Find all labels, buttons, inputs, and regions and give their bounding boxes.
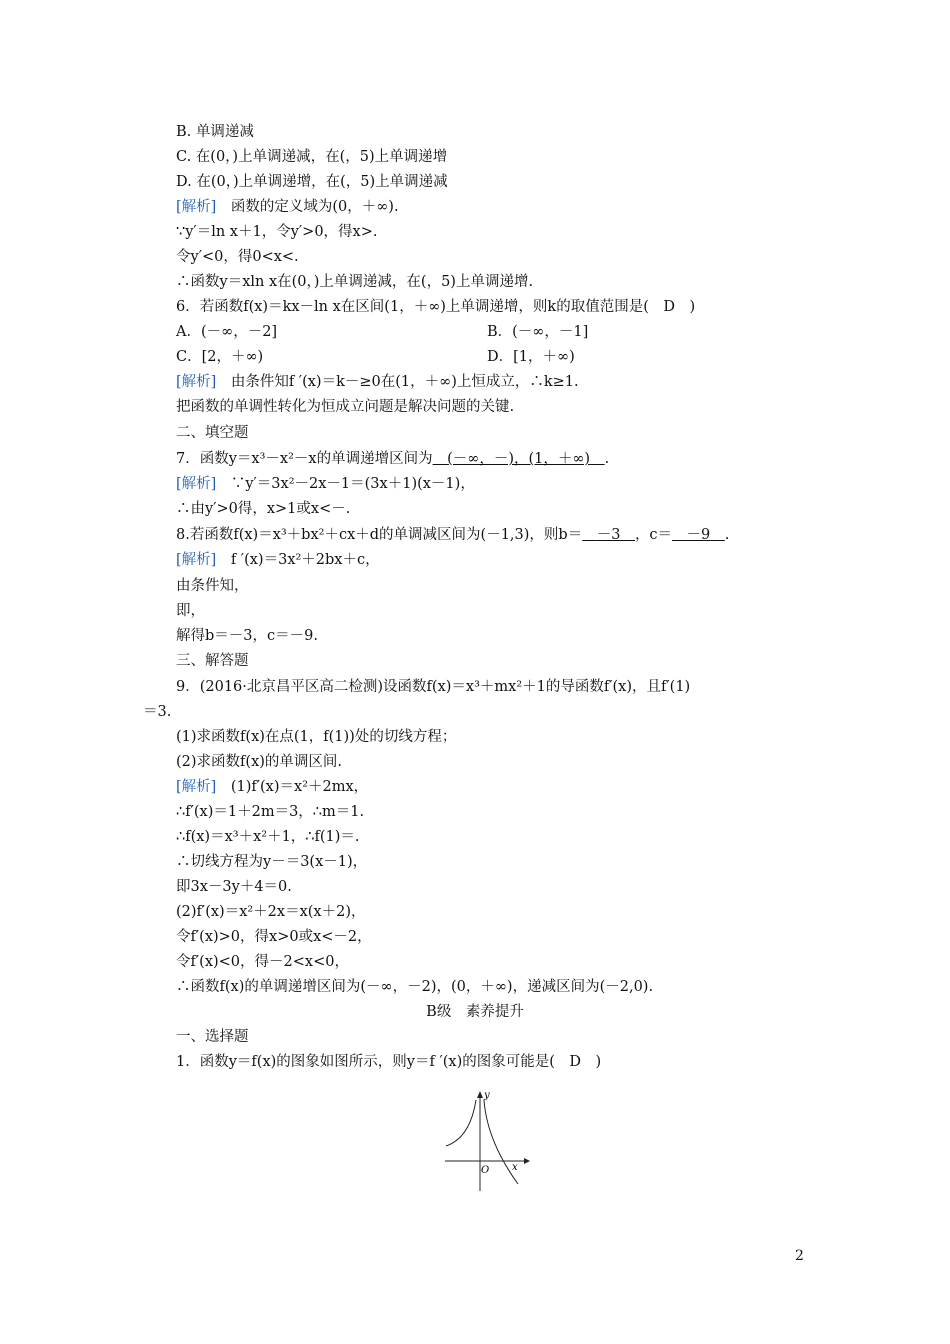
solution-5-line4: ∴函数y＝xln x在(0，)上单调递减，在(，5)上单调递增. <box>176 274 534 290</box>
q6-option-b: B．(－∞，－1] <box>487 324 589 340</box>
solution-6-note: 把函数的单调性转化为恒成立问题是解决问题的关键. <box>176 399 515 415</box>
line-d: D. 在(0，)上单调递增，在(，5)上单调递减 <box>176 174 448 190</box>
section-choice: 一、选择题 <box>176 1029 249 1045</box>
solution-9-line2: ∴f′(x)＝1＋2m＝3，∴m＝1. <box>176 804 365 820</box>
solution-9-line6: (2)f′(x)＝x²＋2x＝x(x＋2)， <box>176 904 366 920</box>
q7-answer: (－∞，－)，(1，＋∞) <box>447 451 591 467</box>
solution-tag: [解析] <box>176 374 217 390</box>
solution-5-line3: 令y′<0，得0<x<. <box>176 249 299 265</box>
question-9-cont: ＝3. <box>143 704 172 720</box>
solution-tag: [解析] <box>176 199 217 215</box>
solution-9-line4: ∴切线方程为y－＝3(x－1)， <box>176 854 368 870</box>
page-number: 2 <box>795 1248 804 1264</box>
question-9-part2: (2)求函数f(x)的单调区间. <box>176 754 343 770</box>
question-7: 7．函数y＝x³－x²－x的单调递增区间为 (－∞，－)，(1，＋∞) . <box>176 451 610 467</box>
section-answer: 三、解答题 <box>176 653 249 669</box>
y-label: y <box>484 1090 490 1101</box>
question-6: 6．若函数f(x)＝kx－ln x在区间(1，＋∞)上单调递增，则k的取值范围是( D ) <box>176 299 696 315</box>
q6-option-d: D．[1，＋∞) <box>487 349 575 365</box>
solution-7-line2: ∴由y′>0得，x>1或x<－. <box>176 501 351 517</box>
solution-8-line2: 由条件知， <box>176 578 249 594</box>
question-8: 8.若函数f(x)＝x³＋bx²＋cx＋d的单调减区间为(－1,3)，则b＝ －3 ，c＝ －9 . <box>176 527 730 543</box>
question-b1: 1．函数y＝f(x)的图象如图所示，则y＝f ′(x)的图象可能是( D ) <box>176 1054 602 1070</box>
solution-9-line7: 令f′(x)>0，得x>0或x<－2， <box>176 929 372 945</box>
solution-5-line1: [解析] 函数的定义域为(0，＋∞). <box>176 199 399 215</box>
question-9-part1: (1)求函数f(x)在点(1，f(1))处的切线方程； <box>176 729 457 745</box>
solution-tag: [解析] <box>176 476 217 492</box>
q8-answer-b: －3 <box>596 527 621 543</box>
solution-tag: [解析] <box>176 552 217 568</box>
solution-9-line8: 令f′(x)<0，得－2<x<0， <box>176 954 349 970</box>
curve-left <box>446 1100 476 1146</box>
y-axis-arrow <box>477 1091 483 1098</box>
solution-9-line1: [解析] (1)f′(x)＝x²＋2mx， <box>176 779 369 795</box>
x-axis-arrow <box>524 1158 530 1164</box>
q6-option-c: C．[2，＋∞) <box>176 349 264 365</box>
solution-5-line2: ∵y′＝ln x＋1，令y′>0，得x>. <box>176 224 378 240</box>
line-b: B. 单调递减 <box>176 124 254 140</box>
solution-6-line1: [解析] 由条件知f ′(x)＝k－≥0在(1，＋∞)上恒成立，∴k≥1. <box>176 374 579 390</box>
origin-label: O <box>481 1165 490 1176</box>
section-b-title: B级 素养提升 <box>426 1004 524 1020</box>
solution-7-line1: [解析] ∵y′＝3x²－2x－1＝(3x＋1)(x－1)， <box>176 476 475 492</box>
solution-9-line3: ∴f(x)＝x³＋x²＋1，∴f(1)＝. <box>176 829 360 845</box>
solution-8-line3: 即， <box>176 603 205 619</box>
q6-option-a: A．(－∞，－2] <box>176 324 278 340</box>
x-label: x <box>512 1162 518 1173</box>
function-graph <box>440 1086 530 1196</box>
section-fill-blank: 二、填空题 <box>176 425 249 441</box>
solution-9-line5: 即3x－3y＋4＝0. <box>176 879 292 895</box>
solution-8-line4: 解得b＝－3，c＝－9. <box>176 628 318 644</box>
line-c: C. 在(0，)上单调递减，在(，5)上单调递增 <box>176 149 448 165</box>
solution-9-line9: ∴函数f(x)的单调递增区间为(－∞，－2)，(0，＋∞)，递减区间为(－2,0). <box>176 979 654 995</box>
solution-8-line1: [解析] f ′(x)＝3x²＋2bx＋c， <box>176 552 380 568</box>
q8-answer-c: －9 <box>686 527 711 543</box>
solution-tag: [解析] <box>176 779 217 795</box>
question-9: 9．(2016·北京昌平区高二检测)设函数f(x)＝x³＋mx²＋1的导函数f′(x)，且f′(1) <box>176 679 691 695</box>
